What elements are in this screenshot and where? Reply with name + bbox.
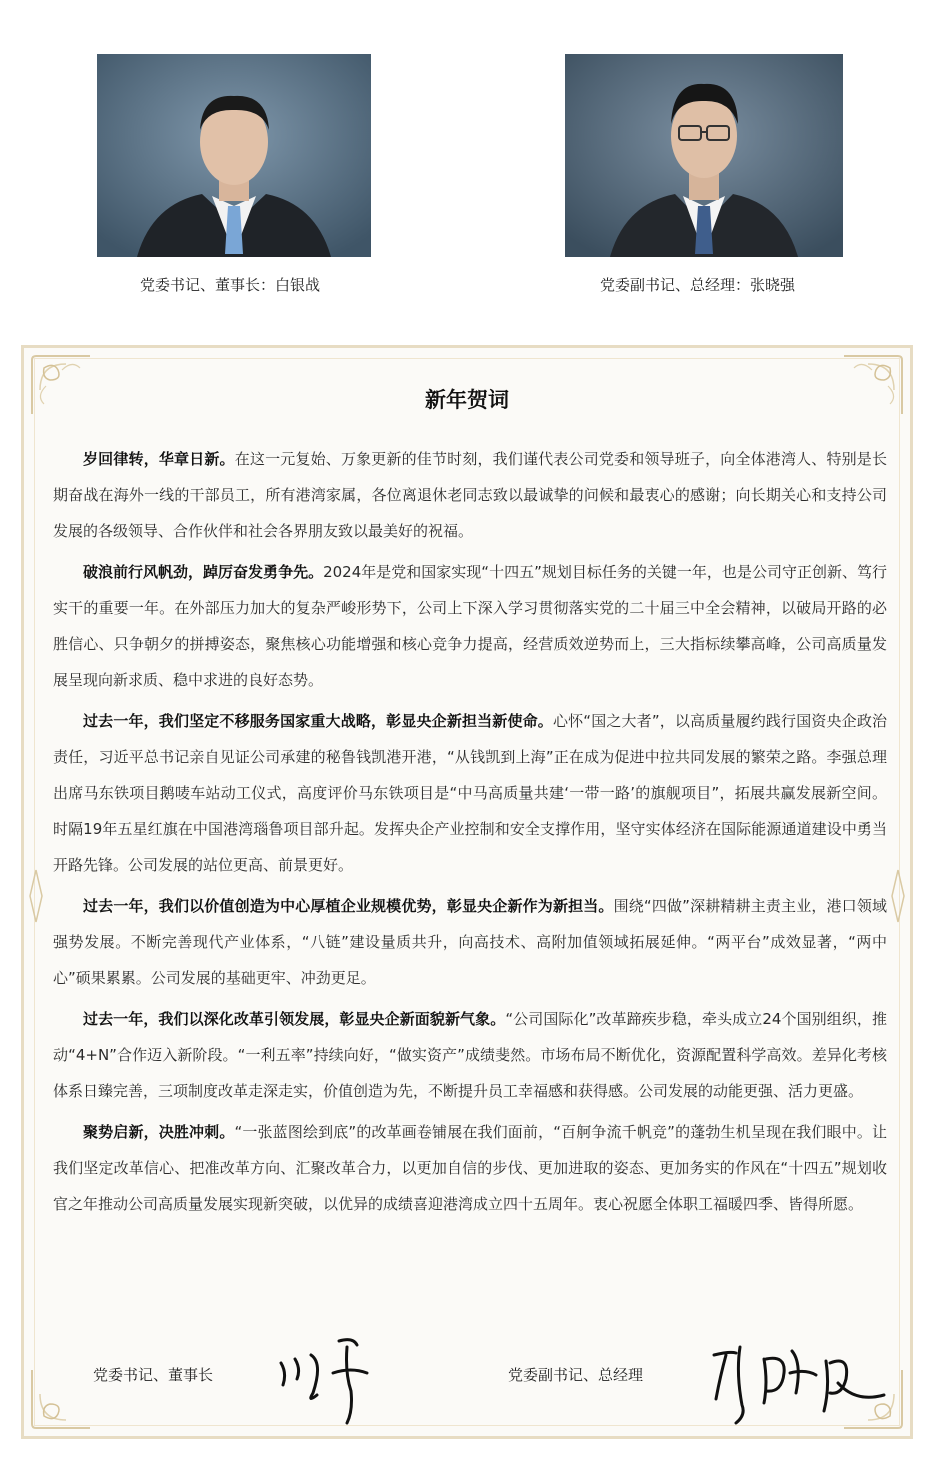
general-manager-signature-label: 党委副书记、总经理 xyxy=(508,1366,644,1384)
chairman-signature-label: 党委书记、董事长 xyxy=(93,1366,214,1384)
general-manager-portrait xyxy=(565,54,843,257)
paragraph-lead: 过去一年，我们以深化改革引领发展，彰显央企新面貌新气象。 xyxy=(83,1010,506,1028)
paragraph-lead: 过去一年，我们坚定不移服务国家重大战略，彰显央企新担当新使命。 xyxy=(83,712,553,730)
letter-paragraph xyxy=(53,554,887,698)
general-manager-caption: 党委副书记、总经理：张晓强 xyxy=(600,276,796,294)
paragraph-text: 心怀“国之大者”，以高质量履约践行国资央企政治责任，习近平总书记亲自见证公司承建的秘鲁钱凯港开港，“从钱凯到上海”正在成为促进中拉共同发展的繁荣之路。李强总理出席马东铁项目鹅唛车站动工仪式，高度评价马东铁项目是“中马高质量共建‘一带一路’的旗舰项目”，拓展共赢发展新空间。时隔19年五星红旗在中国港湾瑙鲁项目部升起。发挥央企产业控制和安全支撑作用，坚守实体经济在国际能源通道建设中勇当开路先锋。公司发展的站位更高、前景更好。 xyxy=(53,712,887,874)
paragraph-lead: 岁回律转，华章日新。 xyxy=(83,450,235,468)
letter-paragraph xyxy=(53,441,887,549)
paragraph-lead: 过去一年，我们以价值创造为中心厚植企业规模优势，彰显央企新作为新担当。 xyxy=(83,897,614,915)
letter-paragraph xyxy=(53,1114,887,1222)
paragraph-text: “公司国际化”改革蹄疾步稳，牵头成立24个国别组织，推动“4+N”合作迈入新阶段。“一利五率”持续向好，“做实资产”成绩斐然。市场布局不断优化，资源配置科学高效。差异化考核体系日臻完善，三项制度改革走深走实，价值创造为先，不断提升员工幸福感和获得感。公司发展的动能更强、活力更盛。 xyxy=(53,1010,887,1100)
side-ornament-icon xyxy=(890,868,906,924)
paragraph-text: 围绕“四做”深耕精耕主责主业，港口领域强势发展。不断完善现代产业体系，“八链”建设量质共升，向高技术、高附加值领域拓展延伸。“两平台”成效显著，“两中心”硕果累累。公司发展的基础更牢、冲劲更足。 xyxy=(53,897,887,987)
paragraph-text: “一张蓝图绘到底”的改革画卷铺展在我们面前，“百舸争流千帆竞”的蓬勃生机呈现在我们眼中。让我们坚定改革信心、把准改革方向、汇聚改革合力，以更加自信的步伐、更加进取的姿态、更加务实的作风在“十四五”规划收官之年推动公司高质量发展实现新突破，以优异的成绩喜迎港湾成立四十五周年。衷心祝愿全体职工福暖四季、皆得所愿。 xyxy=(53,1123,887,1213)
chairman-portrait xyxy=(97,54,371,257)
paragraph-text: 2024年是党和国家实现“十四五”规划目标任务的关键一年，也是公司守正创新、笃行实干的重要一年。在外部压力加大的复杂严峻形势下，公司上下深入学习贯彻落实党的二十届三中全会精神，以破局开路的必胜信心、只争朝夕的拼搏姿态，聚焦核心功能增强和核心竞争力提高，经营质效逆势而上，三大指标续攀高峰，公司高质量发展呈现向新求质、稳中求进的良好态势。 xyxy=(53,563,887,689)
general-manager-signature-image xyxy=(706,1333,891,1428)
paragraph-text: 在这一元复始、万象更新的佳节时刻，我们谨代表公司党委和领导班子，向全体港湾人、特别是长期奋战在海外一线的干部员工，所有港湾家属，各位离退休老同志致以最诚挚的问候和最衷心的感谢；向长期关心和支持公司发展的各级领导、合作伙伴和社会各界朋友致以最美好的祝福。 xyxy=(53,450,887,540)
letter-body xyxy=(53,441,887,1227)
letter-paragraph xyxy=(53,1001,887,1109)
chairman-signature-image xyxy=(267,1333,392,1428)
new-year-letter-card xyxy=(21,345,913,1439)
paragraph-lead: 破浪前行风帆劲，踔厉奋发勇争先。 xyxy=(83,563,324,581)
letter-paragraph xyxy=(53,888,887,996)
letter-title: 新年贺词 xyxy=(425,388,509,412)
corner-ornament-icon xyxy=(26,1364,96,1434)
chairman-caption: 党委书记、董事长：白银战 xyxy=(140,276,321,294)
paragraph-lead: 聚势启新，决胜冲刺。 xyxy=(83,1123,235,1141)
side-ornament-icon xyxy=(28,868,44,924)
letter-paragraph xyxy=(53,703,887,883)
